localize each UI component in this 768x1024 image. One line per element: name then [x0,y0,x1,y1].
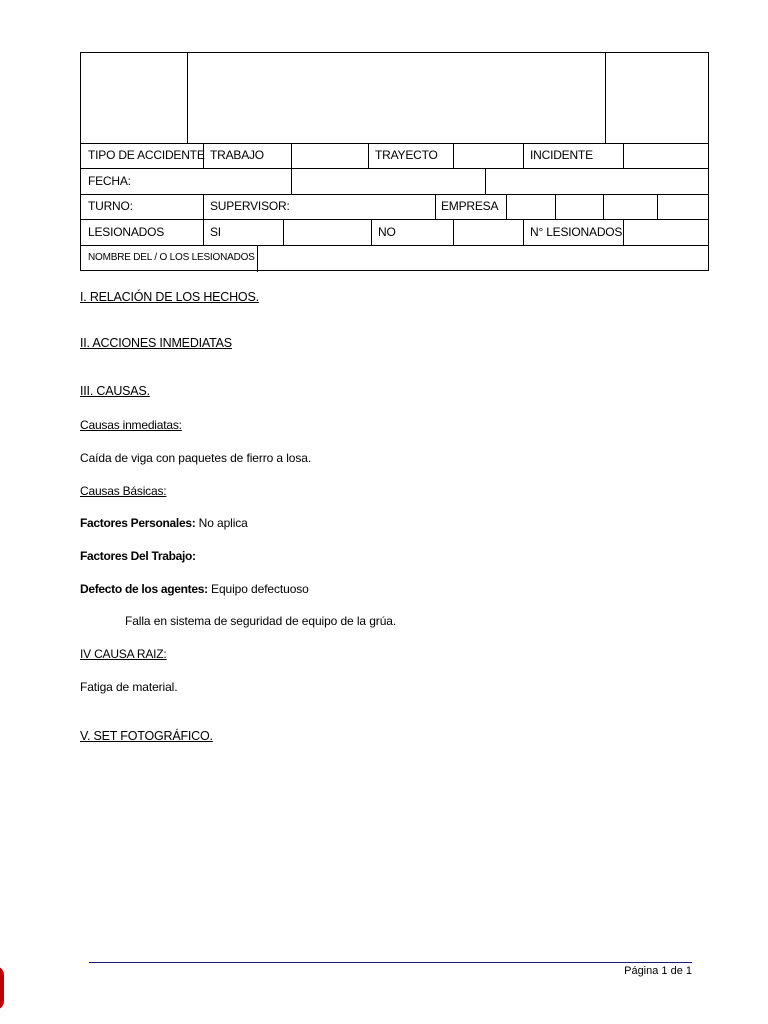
factores-personales-label: Factores Personales: [80,516,196,530]
factores-trabajo-line [80,549,196,563]
row-divider [81,245,708,246]
causas-basicas-heading: Causas Básicas: [80,484,167,498]
section-acciones-inmediatas: II. ACCIONES INMEDIATAS [80,336,232,350]
num-lesionados-label: N° LESIONADOS [530,225,623,239]
lesionados-label: LESIONADOS [88,225,165,239]
factores-personales-line [80,516,248,530]
section-causa-raiz: IV CAUSA RAIZ: [80,647,167,661]
causas-inmediatas-text: Caída de viga con paquetes de fierro a losa. [80,451,312,465]
row-divider [81,194,708,195]
empresa-label: EMPRESA [441,199,499,213]
incidente-label: INCIDENTE [530,148,593,162]
col-divider [187,53,188,143]
si-label: SI [210,225,221,239]
falla-sistema-text: Falla en sistema de seguridad de equipo de la grúa. [125,614,397,628]
defecto-agentes-label: Defecto de los agentes: [80,582,208,596]
red-edge-mark [0,966,4,1010]
tipo-accidente-label: TIPO DE ACCIDENTE [88,148,205,162]
footer-divider [89,962,692,963]
causas-inmediatas-heading: Causas inmediatas: [80,418,182,432]
fecha-label: FECHA: [88,174,131,188]
trabajo-label: TRABAJO [210,148,264,162]
defecto-agentes-value: Equipo defectuoso [207,582,309,596]
nombre-lesionados-label: NOMBRE DEL / O LOS LESIONADOS [88,252,255,263]
factores-trabajo-label: Factores Del Trabajo: [80,549,196,563]
supervisor-label: SUPERVISOR: [210,199,290,213]
row-divider [81,143,708,144]
section-set-fotografico: V. SET FOTOGRÁFICO. [80,729,213,743]
section-relacion-hechos: I. RELACIÓN DE LOS HECHOS. [80,290,259,304]
col-divider [605,53,606,143]
factores-personales-value: No aplica [195,516,248,530]
causa-raiz-text: Fatiga de material. [80,680,178,694]
defecto-agentes-line [80,582,309,596]
no-label: NO [378,225,396,239]
page-number: Página 1 de 1 [624,965,692,977]
row-divider [81,219,708,220]
incident-form-table [80,52,709,271]
section-causas: III. CAUSAS. [80,384,150,398]
row-divider [81,168,708,169]
trayecto-label: TRAYECTO [375,148,438,162]
turno-label: TURNO: [88,199,133,213]
